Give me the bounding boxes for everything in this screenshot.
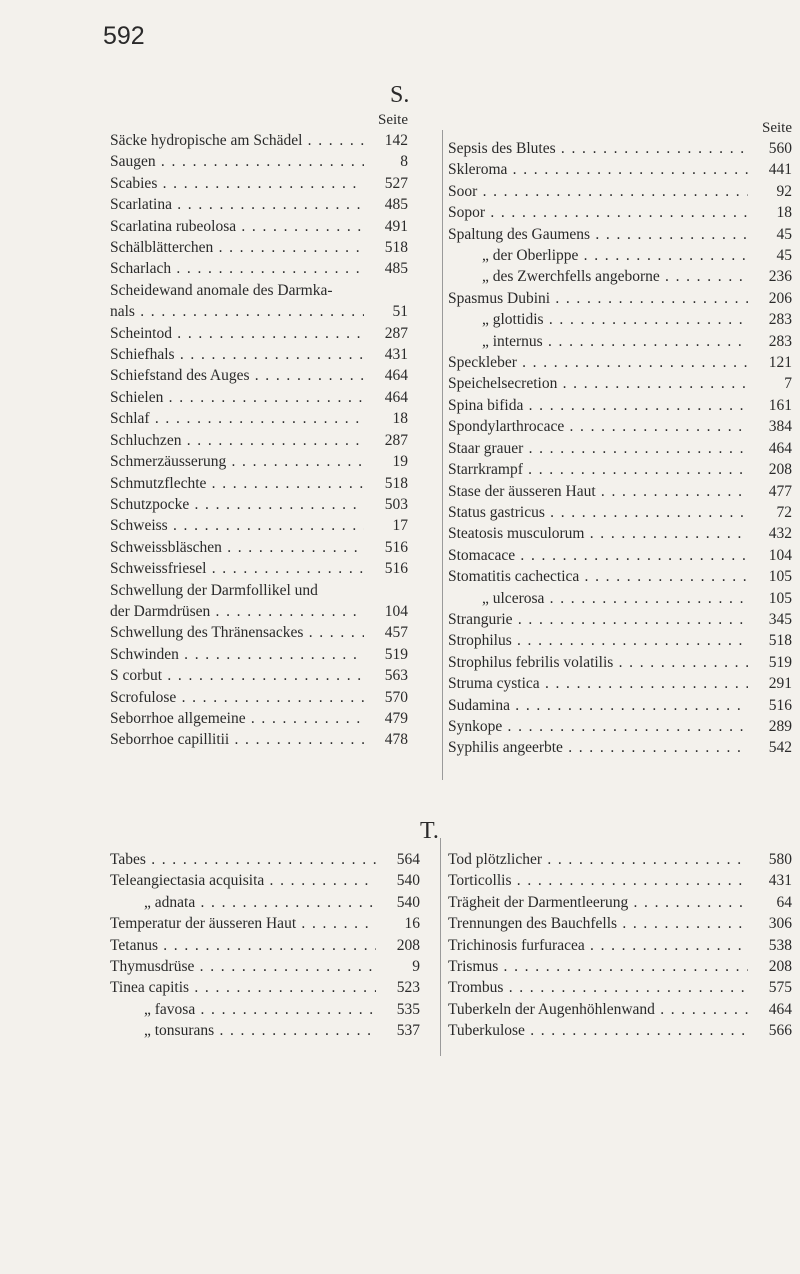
- entry-page: 161: [768, 396, 792, 414]
- index-entry: [110, 515, 408, 536]
- entry-page: 575: [768, 979, 792, 997]
- index-entry: [448, 566, 792, 587]
- entry-page: 345: [768, 610, 792, 628]
- index-entry: [110, 849, 420, 870]
- index-entry: [448, 523, 792, 544]
- entry-term: Tuberkeln der Augenhöhlenwand . . .: [448, 999, 748, 1020]
- index-entry: [448, 373, 792, 394]
- index-entry: [110, 708, 408, 729]
- entry-page: 518: [384, 474, 408, 492]
- index-entry: [110, 558, 408, 579]
- entry-page: 564: [396, 851, 420, 868]
- index-entry: [448, 870, 792, 891]
- entry-term: Stase der äusseren Haut . . .: [448, 481, 748, 502]
- index-entry: [110, 237, 408, 258]
- index-entry: [110, 892, 420, 913]
- index-entry: [110, 644, 408, 665]
- entry-page: 283: [768, 311, 792, 329]
- entry-term: Temperatur der äusseren Haut . . .: [110, 913, 376, 934]
- entry-page: 8: [400, 153, 408, 171]
- index-entry: [448, 737, 792, 758]
- entry-term: „ internus . . .: [448, 331, 748, 352]
- entry-page: 208: [396, 936, 420, 954]
- entry-term: Schielen . . .: [110, 387, 364, 408]
- entry-page: 104: [384, 602, 408, 620]
- index-entry: [448, 956, 792, 977]
- entry-page: 457: [384, 624, 408, 642]
- entry-page: 142: [384, 132, 408, 149]
- entry-page: 17: [392, 517, 408, 535]
- index-entry: [110, 999, 420, 1020]
- index-entry: [448, 673, 792, 694]
- index-entry: [448, 224, 792, 245]
- entry-term: Strangurie . . .: [448, 609, 748, 630]
- entry-term: nals . . .: [110, 301, 364, 322]
- entry-page: 518: [384, 239, 408, 257]
- entry-page: 432: [768, 525, 792, 543]
- entry-list: [448, 138, 792, 759]
- index-entry: [448, 416, 792, 437]
- entry-term: Schwellung der Darmfollikel und: [110, 581, 318, 599]
- entry-term: Schiefhals . . .: [110, 344, 364, 365]
- index-entry: [448, 609, 792, 630]
- index-entry: [110, 687, 408, 708]
- entry-page: 384: [768, 418, 792, 436]
- entry-term: Tabes . . .: [110, 849, 376, 870]
- entry-list: [448, 849, 792, 1042]
- entry-page: 485: [384, 196, 408, 214]
- entry-term: Trennungen des Bauchfells . . .: [448, 913, 748, 934]
- entry-page: 208: [768, 461, 792, 479]
- index-entry: [448, 438, 792, 459]
- entry-term: Schluchzen . . .: [110, 430, 364, 451]
- entry-page: 485: [384, 260, 408, 278]
- index-entry: [110, 913, 420, 934]
- index-entry: [110, 601, 408, 622]
- entry-page: 491: [384, 217, 408, 235]
- index-entry: [448, 502, 792, 523]
- entry-page: 563: [384, 667, 408, 685]
- entry-page: 560: [768, 140, 792, 157]
- index-entry: [448, 309, 792, 330]
- index-entry: [110, 622, 408, 643]
- entry-page: 104: [768, 546, 792, 564]
- entry-term: „ tonsurans . . .: [110, 1020, 376, 1041]
- index-entry: [448, 288, 792, 309]
- entry-page: 519: [768, 653, 792, 671]
- entry-page: 306: [768, 915, 792, 933]
- entry-term: Schweiss . . .: [110, 515, 364, 536]
- entry-term: Schmerzäusserung . . .: [110, 451, 364, 472]
- index-entry: [448, 849, 792, 870]
- entry-term: Skleroma . . .: [448, 159, 748, 180]
- index-entry: [110, 130, 408, 151]
- entry-list: [110, 849, 420, 1042]
- index-entry: [448, 481, 792, 502]
- entry-page: 16: [404, 915, 420, 933]
- index-entry: [110, 365, 408, 386]
- index-entry: [448, 695, 792, 716]
- entry-page: 64: [776, 893, 792, 911]
- index-entry: [448, 1020, 792, 1041]
- index-entry: [110, 408, 408, 429]
- index-entry: [448, 395, 792, 416]
- entry-term: Syphilis angeerbte . . .: [448, 737, 748, 758]
- entry-page: 527: [384, 174, 408, 192]
- entry-page: 464: [384, 388, 408, 406]
- entry-term: Tetanus . . .: [110, 935, 376, 956]
- entry-page: 516: [768, 696, 792, 714]
- entry-page: 18: [776, 204, 792, 222]
- entry-page: 431: [384, 346, 408, 364]
- entry-page: 523: [396, 979, 420, 997]
- column-header-seite: Seite: [378, 112, 408, 128]
- section-s-left-column: [110, 110, 408, 751]
- section-letter-s: S.: [390, 82, 410, 108]
- entry-term: Strophilus febrilis volatilis . . .: [448, 652, 748, 673]
- entry-term: Trägheit der Darmentleerung . . .: [448, 892, 748, 913]
- entry-term: Tod plötzlicher . . .: [448, 849, 748, 870]
- entry-page: 287: [384, 324, 408, 342]
- index-entry: [110, 194, 408, 215]
- index-entry: [448, 266, 792, 287]
- entry-term: Spasmus Dubini . . .: [448, 288, 748, 309]
- entry-page: 92: [776, 182, 792, 200]
- entry-term: Speckleber . . .: [448, 352, 748, 373]
- entry-term: Saugen . . .: [110, 151, 364, 172]
- section-t-left-column: [110, 849, 420, 1042]
- entry-page: 208: [768, 958, 792, 976]
- index-entry: [448, 999, 792, 1020]
- index-entry: [448, 652, 792, 673]
- entry-page: 121: [768, 354, 792, 372]
- entry-term: Tuberkulose . . .: [448, 1020, 748, 1041]
- entry-page: 105: [768, 589, 792, 607]
- index-entry: [448, 977, 792, 998]
- index-entry: [448, 159, 792, 180]
- entry-term: „ adnata . . .: [110, 892, 376, 913]
- entry-page: 9: [412, 958, 420, 976]
- entry-term: Trombus . . .: [448, 977, 748, 998]
- entry-page: 479: [384, 709, 408, 727]
- entry-term: Teleangiectasia acquisita . . .: [110, 870, 376, 891]
- entry-page: 535: [396, 1000, 420, 1018]
- entry-page: 538: [768, 936, 792, 954]
- index-entry: [110, 216, 408, 237]
- index-entry: [110, 173, 408, 194]
- section-s-right-column: [448, 118, 792, 759]
- entry-term: Thymusdrüse . . .: [110, 956, 376, 977]
- entry-page: 542: [768, 739, 792, 757]
- entry-page: 464: [768, 1000, 792, 1018]
- entry-term: Stomacace . . .: [448, 545, 748, 566]
- index-entry: [110, 580, 408, 601]
- entry-term: Schutzpocke . . .: [110, 494, 364, 515]
- index-entry: [110, 151, 408, 172]
- index-entry: [110, 280, 408, 301]
- entry-term: Schweissfriesel . . .: [110, 558, 364, 579]
- entry-term: „ des Zwerchfells angeborne . . .: [448, 266, 748, 287]
- entry-term: „ ulcerosa . . .: [448, 588, 748, 609]
- entry-term: Scabies . . .: [110, 173, 364, 194]
- entry-list: [110, 130, 408, 751]
- entry-page: 540: [396, 893, 420, 911]
- entry-term: Scheintod . . .: [110, 323, 364, 344]
- entry-page: 289: [768, 717, 792, 735]
- column-divider: [442, 130, 443, 780]
- index-entry: [448, 331, 792, 352]
- entry-term: Spina bifida . . .: [448, 395, 748, 416]
- index-entry: [110, 494, 408, 515]
- entry-page: 519: [384, 645, 408, 663]
- entry-term: „ favosa . . .: [110, 999, 376, 1020]
- entry-page: 441: [768, 161, 792, 179]
- entry-page: 287: [384, 431, 408, 449]
- entry-term: der Darmdrüsen . . .: [110, 601, 364, 622]
- entry-term: Spondylarthrocace . . .: [448, 416, 748, 437]
- index-entry: [110, 344, 408, 365]
- index-entry: [110, 935, 420, 956]
- index-entry: [110, 473, 408, 494]
- entry-term: Schälblätterchen . . .: [110, 237, 364, 258]
- index-entry: [448, 913, 792, 934]
- column-divider: [440, 838, 441, 1056]
- index-entry: [448, 202, 792, 223]
- entry-term: Scrofulose . . .: [110, 687, 364, 708]
- index-entry: [448, 245, 792, 266]
- entry-term: Scarlatina . . .: [110, 194, 364, 215]
- entry-term: Schlaf . . .: [110, 408, 364, 429]
- entry-term: Staar grauer . . .: [448, 438, 748, 459]
- entry-term: Schmutzflechte . . .: [110, 473, 364, 494]
- entry-page: 45: [776, 225, 792, 243]
- entry-term: Spaltung des Gaumens . . .: [448, 224, 748, 245]
- index-entry: [448, 630, 792, 651]
- entry-page: 477: [768, 482, 792, 500]
- entry-term: Schiefstand des Auges . . .: [110, 365, 364, 386]
- entry-term: S corbut . . .: [110, 665, 364, 686]
- entry-term: Scheidewand anomale des Darmka-: [110, 281, 333, 299]
- entry-term: Trichinosis furfuracea . . .: [448, 935, 748, 956]
- index-entry: [448, 935, 792, 956]
- index-entry: [110, 323, 408, 344]
- entry-term: Seborrhoe capillitii . . .: [110, 729, 364, 750]
- entry-term: „ der Oberlippe . . .: [448, 245, 748, 266]
- entry-term: Scharlach . . .: [110, 258, 364, 279]
- section-t-right-column: [448, 849, 792, 1042]
- entry-page: [364, 280, 408, 301]
- entry-page: 206: [768, 289, 792, 307]
- entry-page: 72: [776, 503, 792, 521]
- entry-term: Torticollis . . .: [448, 870, 748, 891]
- index-entry: [110, 537, 408, 558]
- entry-page: 464: [768, 439, 792, 457]
- entry-term: Starrkrampf . . .: [448, 459, 748, 480]
- entry-term: Schweissbläschen . . .: [110, 537, 364, 558]
- index-entry: [110, 258, 408, 279]
- entry-page: [364, 580, 408, 601]
- entry-page: 518: [768, 632, 792, 650]
- entry-page: 516: [384, 560, 408, 578]
- entry-page: 516: [384, 538, 408, 556]
- index-entry: [110, 665, 408, 686]
- entry-term: Sepsis des Blutes . . .: [448, 138, 748, 159]
- entry-term: Soor . . .: [448, 181, 748, 202]
- entry-term: Scarlatina rubeolosa . . .: [110, 216, 364, 237]
- entry-term: Schwellung des Thränensackes . . .: [110, 622, 364, 643]
- index-entry: [448, 716, 792, 737]
- section-letter-t: T.: [420, 818, 439, 844]
- entry-term: „ glottidis . . .: [448, 309, 748, 330]
- index-entry: [448, 892, 792, 913]
- entry-term: Steatosis musculorum . . .: [448, 523, 748, 544]
- entry-page: 503: [384, 495, 408, 513]
- column-header-seite: Seite: [762, 120, 792, 136]
- entry-term: Speichelsecretion . . .: [448, 373, 748, 394]
- entry-page: 580: [768, 851, 792, 868]
- entry-term: Synkope . . .: [448, 716, 748, 737]
- entry-term: Seborrhoe allgemeine . . .: [110, 708, 364, 729]
- entry-term: Status gastricus . . .: [448, 502, 748, 523]
- entry-page: 105: [768, 568, 792, 586]
- index-entry: [110, 430, 408, 451]
- entry-page: 431: [768, 872, 792, 890]
- index-entry: [448, 181, 792, 202]
- entry-term: Schwinden . . .: [110, 644, 364, 665]
- entry-page: 537: [396, 1022, 420, 1040]
- entry-term: Tinea capitis . . .: [110, 977, 376, 998]
- index-entry: [110, 729, 408, 750]
- index-entry: [448, 588, 792, 609]
- entry-page: 464: [384, 367, 408, 385]
- entry-page: 566: [768, 1022, 792, 1040]
- index-entry: [110, 1020, 420, 1041]
- index-entry: [448, 459, 792, 480]
- index-entry: [110, 387, 408, 408]
- entry-page: 51: [392, 303, 408, 321]
- entry-term: Struma cystica . . .: [448, 673, 748, 694]
- entry-term: Sudamina . . .: [448, 695, 748, 716]
- entry-term: Stomatitis cachectica . . .: [448, 566, 748, 587]
- entry-page: 7: [784, 375, 792, 393]
- entry-page: 19: [392, 453, 408, 471]
- entry-term: Sopor . . .: [448, 202, 748, 223]
- index-entry: [448, 545, 792, 566]
- index-entry: [110, 956, 420, 977]
- index-entry: [448, 138, 792, 159]
- entry-term: Trismus . . .: [448, 956, 748, 977]
- index-entry: [448, 352, 792, 373]
- page-number: 592: [103, 22, 145, 50]
- entry-page: 540: [396, 872, 420, 890]
- index-entry: [110, 301, 408, 322]
- entry-page: 570: [384, 688, 408, 706]
- entry-term: Säcke hydropische am Schädel . . .: [110, 130, 364, 151]
- entry-page: 283: [768, 332, 792, 350]
- entry-page: 236: [768, 268, 792, 286]
- entry-page: 291: [768, 675, 792, 693]
- entry-page: 45: [776, 247, 792, 265]
- index-entry: [110, 451, 408, 472]
- entry-page: 18: [392, 410, 408, 428]
- entry-term: Strophilus . . .: [448, 630, 748, 651]
- index-entry: [110, 870, 420, 891]
- index-entry: [110, 977, 420, 998]
- entry-page: 478: [384, 731, 408, 749]
